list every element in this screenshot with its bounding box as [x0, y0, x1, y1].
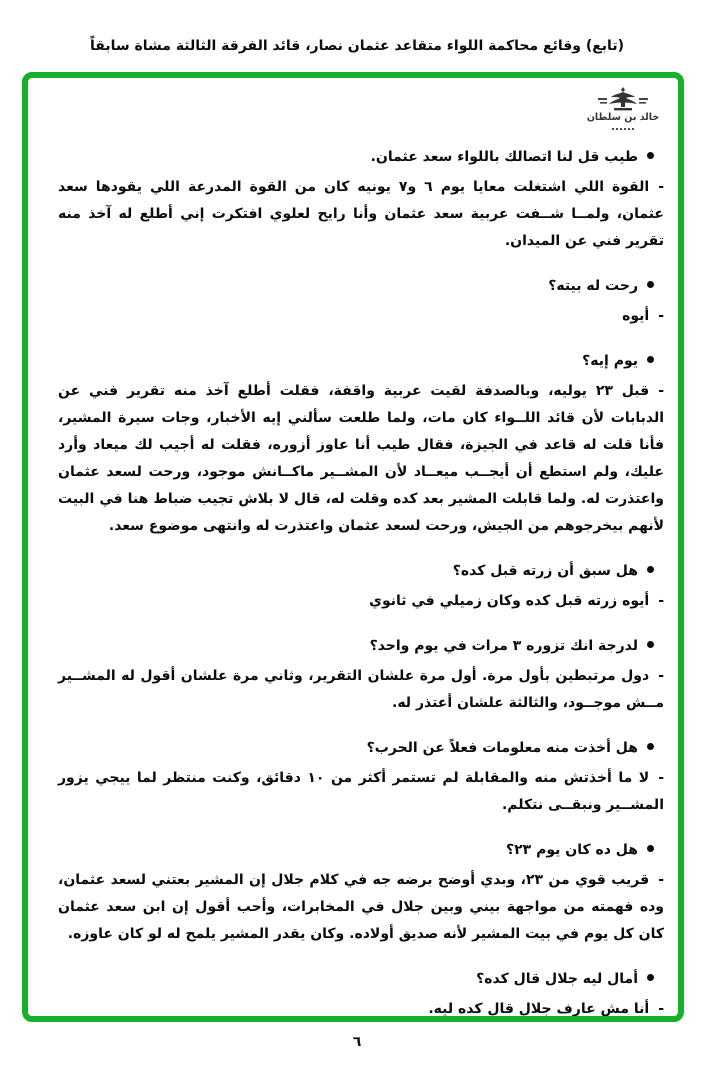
library-stamp — [584, 86, 662, 130]
document-header-title: (تابع) وقائع محاكمة اللواء متقاعد عثمان نصار، قائد الفرقة الثالثة مشاة سابقاً — [90, 38, 624, 54]
question-text: لدرجة انك تزوره ٣ مرات في يوم واحد؟ — [369, 638, 638, 654]
question-line — [58, 348, 654, 375]
bullet-icon — [647, 845, 654, 852]
answer-text: أيوه زرته قبل كده وكان زميلي في ثانوي — [369, 593, 650, 609]
question-line — [58, 558, 654, 585]
answer-paragraph — [58, 378, 664, 540]
bullet-icon — [647, 974, 654, 981]
dash-marker: - — [658, 872, 664, 888]
answer-text: دول مرتبطين بأول مرة. أول مرة علشان التقرير، وثاني مرة علشان أقول له المشــير مــش موجــود، والثالثة علشان أعتذر له. — [58, 668, 664, 711]
dash-marker: - — [658, 593, 664, 609]
question-text: طيب قل لنا اتصالك باللواء سعد عثمان. — [370, 149, 638, 165]
page-frame — [22, 72, 684, 1022]
question-line — [58, 837, 654, 864]
qa-block — [58, 735, 664, 819]
dash-marker: - — [658, 668, 664, 684]
answer-text: أيوه — [622, 308, 650, 324]
crest-icon — [596, 86, 650, 112]
transcript-content — [58, 144, 665, 1017]
qa-block — [58, 348, 664, 540]
bullet-icon — [647, 152, 654, 159]
bullet-icon — [647, 566, 654, 573]
dash-marker: - — [658, 383, 664, 399]
qa-block — [58, 633, 664, 717]
answer-paragraph — [58, 174, 664, 255]
qa-block — [58, 966, 664, 1022]
question-text: هل سبق أن زرته قبل كده؟ — [452, 563, 638, 579]
question-text: هل ده كان يوم ٢٣؟ — [505, 842, 638, 858]
qa-block — [58, 837, 664, 948]
answer-paragraph — [58, 765, 664, 819]
qa-block — [58, 558, 664, 615]
bullet-icon — [647, 743, 654, 750]
question-text: رحت له بيته؟ — [548, 278, 638, 294]
question-line — [58, 144, 654, 171]
question-text: يوم إيه؟ — [582, 353, 638, 369]
answer-text: أنا مش عارف جلال قال كده ليه. — [428, 1001, 650, 1017]
question-line — [58, 273, 654, 300]
answer-text: قريب قوي من ٢٣، وبدي أوضح برضه جه في كلام جلال إن المشير بعتني لسعد عثمان، وده فهمته من مواجهة بيني وبين جلال في المخابرات، وأحب أقول إن ابن سعد عثمان كان كل يوم في بيت المشير لأنه صديق أولاده. وكان يقدر المشير يلمح له لو كان عاوزه. — [58, 872, 664, 942]
answer-text: القوة اللي اشتغلت معايا يوم ٦ و٧ يونيه كان من القوة المدرعة اللي يقودها سعد عثمان، ولمــا شــفت عربية سعد عثمان وأنا رايح لعلوي افتكرت إني أطلع له آخذ منه تقرير فني عن الميدان. — [58, 179, 664, 249]
dash-marker: - — [658, 1001, 664, 1017]
stamp-name: خالد بن سلطان — [586, 111, 660, 124]
answer-paragraph — [58, 663, 664, 717]
bullet-icon — [647, 641, 654, 648]
stamp-flourish — [612, 124, 634, 130]
answer-text: لا ما أخذتش منه والمقابلة لم تستمر أكثر من ١٠ دقائق، وكنت منتظر لما ييجي يزور المشــير ونبقــى نتكلم. — [58, 770, 664, 813]
question-text: هل أخذت منه معلومات فعلاً عن الحرب؟ — [366, 740, 638, 756]
question-line — [58, 735, 654, 762]
qa-block — [58, 144, 664, 255]
question-line — [58, 966, 654, 993]
dash-marker: - — [658, 770, 664, 786]
bullet-icon — [647, 356, 654, 363]
question-line — [58, 633, 654, 660]
dash-marker: - — [658, 308, 664, 324]
page-number: ٦ — [352, 1034, 362, 1050]
answer-paragraph — [58, 588, 664, 615]
answer-text: قبل ٢٣ يوليه، وبالصدفة لقيت عربية واقفة، فقلت أطلع آخذ منه تقرير فني عن الدبابات لأن قائد اللــواء كان مات، ولما طلعت سألني إيه الأخبار، وجات سيرة المشير، فأنا قلت له قاعد في الجيزة، فقال طيب أنا عاوز أزوره، فقلت له أجيب لك ميعاد وأرد عليك، ولم استطع أن أيجــب ميعــاد لأن المشــير ماكــانش موجود، ورحت لسعد عثمان واعتذرت له. ولما قابلت المشير بعد كده وقلت له، قال لا بلاش تجيب ضباط هنا في البيت لأنهم بيخرجوهم من الجيش، ورحت لسعد عثمان واعتذرت له وانتهى موضوع سعد. — [58, 383, 664, 534]
dash-marker: - — [658, 179, 665, 195]
answer-paragraph — [58, 867, 664, 948]
bullet-icon — [647, 281, 654, 288]
answer-paragraph — [58, 996, 664, 1022]
question-text: أمال ليه جلال قال كده؟ — [476, 971, 638, 987]
answer-paragraph — [58, 303, 664, 330]
qa-block — [58, 273, 664, 330]
